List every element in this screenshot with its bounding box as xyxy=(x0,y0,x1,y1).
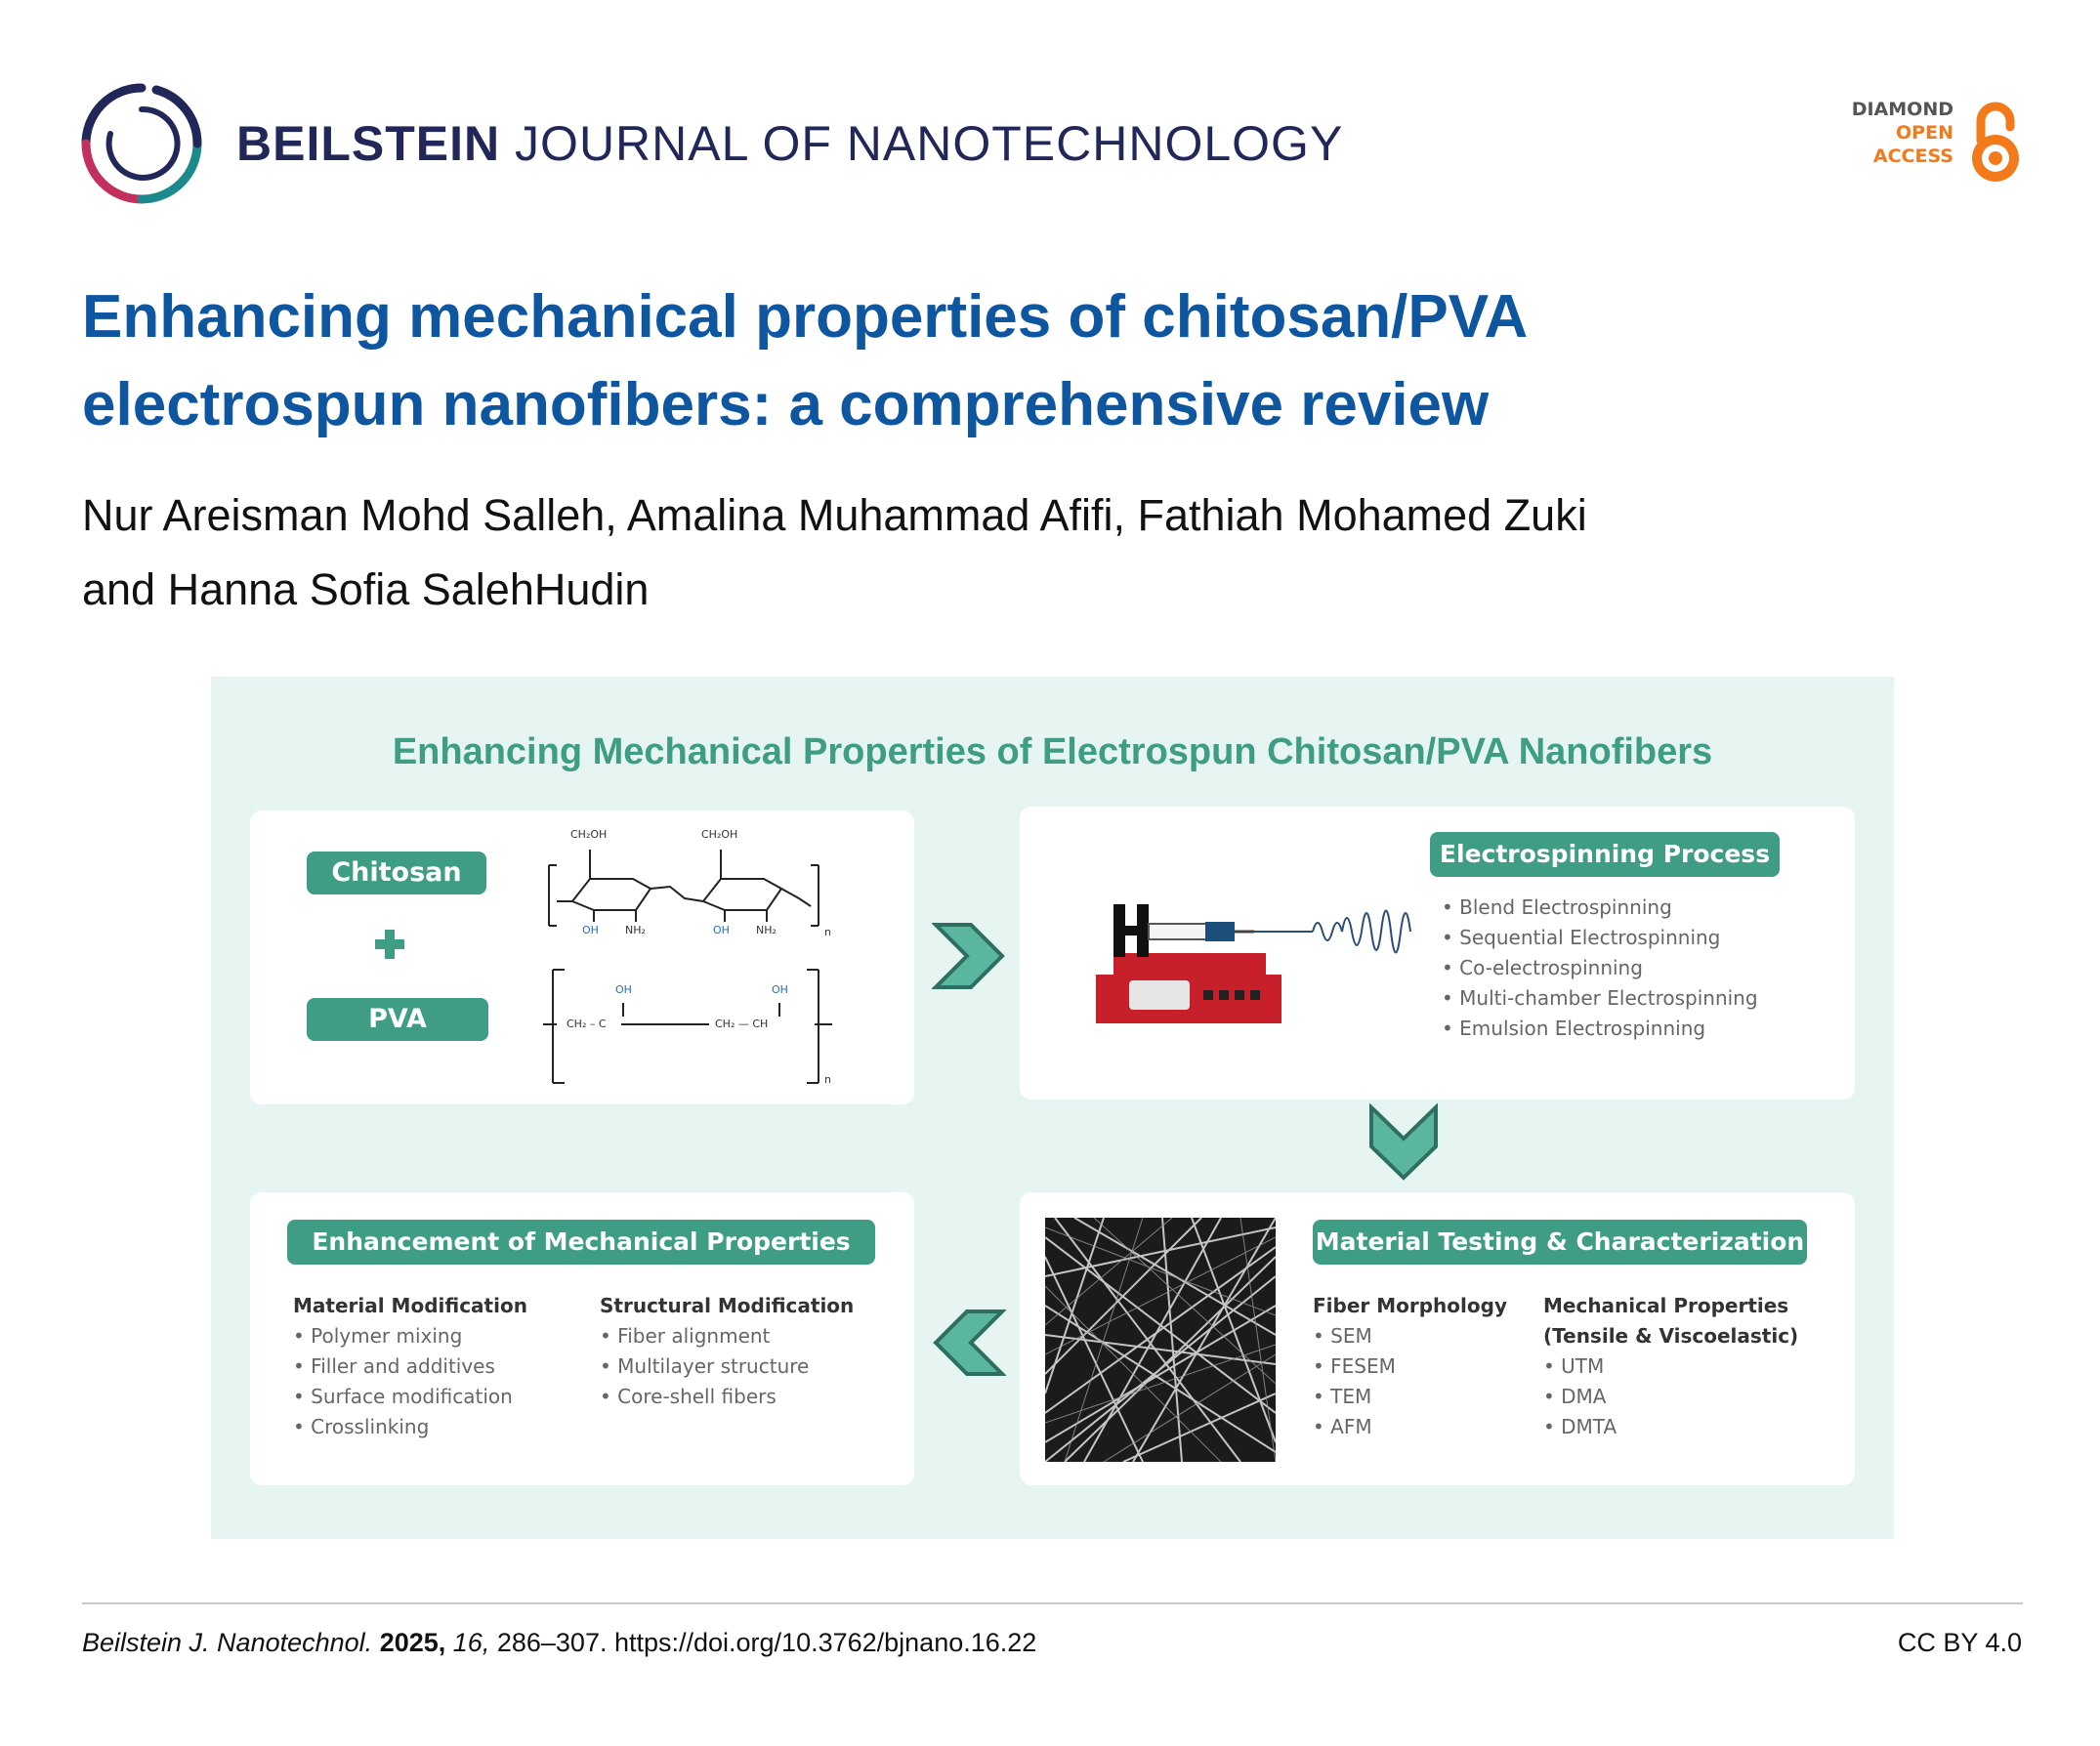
journal-name xyxy=(236,115,1343,172)
pva-oh-2: OH xyxy=(772,983,788,996)
citation-year: 2025, xyxy=(379,1628,446,1657)
chitosan-ch2oh-1: CH₂OH xyxy=(570,828,608,841)
chitosan-oh-2: OH xyxy=(713,924,730,936)
list-item: • Multilayer structure xyxy=(600,1354,810,1378)
enhancement-label: Enhancement of Mechanical Properties xyxy=(287,1220,875,1265)
plus-icon xyxy=(372,927,407,962)
fiber-morphology-heading: Fiber Morphology xyxy=(1313,1294,1507,1317)
electrospinning-panel xyxy=(1020,807,1855,1100)
list-item: • UTM xyxy=(1543,1354,1605,1378)
list-item: • Surface modification xyxy=(293,1385,513,1408)
list-item: • Co-electrospinning xyxy=(1442,956,1643,979)
list-item: • SEM xyxy=(1313,1324,1372,1348)
mechanical-properties-subheading: (Tensile & Viscoelastic) xyxy=(1543,1324,1799,1348)
mechanical-properties-heading: Mechanical Properties xyxy=(1543,1294,1789,1317)
list-item: • Blend Electrospinning xyxy=(1442,895,1672,919)
electrospinning-device-icon xyxy=(1059,885,1449,1031)
list-item: • Filler and additives xyxy=(293,1354,495,1378)
chitosan-oh-1: OH xyxy=(582,924,599,936)
chitosan-nh2-1: NH₂ xyxy=(625,924,646,936)
list-item: • Emulsion Electrospinning xyxy=(1442,1017,1706,1040)
license: CC BY 4.0 xyxy=(1897,1628,2022,1657)
citation-pages-doi[interactable]: 286–307. https://doi.org/10.3762/bjnano.16.22 xyxy=(496,1628,1037,1657)
list-item: • Multi-chamber Electrospinning xyxy=(1442,986,1758,1010)
list-item: • Polymer mixing xyxy=(293,1324,463,1348)
footer-divider xyxy=(82,1602,2023,1604)
list-item: • AFM xyxy=(1313,1415,1372,1438)
list-item: • TEM xyxy=(1313,1385,1372,1408)
list-item: • Fiber alignment xyxy=(600,1324,771,1348)
chitosan-label: Chitosan xyxy=(307,852,486,894)
oa-line-open: OPEN xyxy=(1896,122,1953,144)
pva-ch2-c: CH₂ – C xyxy=(567,1018,607,1030)
enhancement-panel xyxy=(250,1192,914,1485)
article-title-line-2: electrospun nanofibers: a comprehensive review xyxy=(82,371,1490,438)
pva-n: n xyxy=(824,1073,831,1086)
pva-label: PVA xyxy=(307,998,488,1041)
oa-line-access: ACCESS xyxy=(1872,146,1953,167)
list-item: • DMTA xyxy=(1543,1415,1617,1438)
article-title-line-1: Enhancing mechanical properties of chitosan/PVA xyxy=(82,283,1529,351)
authors-line-2: and Hanna Sofia SalehHudin xyxy=(82,564,650,614)
oa-line-diamond: DIAMOND xyxy=(1851,99,1953,120)
list-item: • Core-shell fibers xyxy=(600,1385,777,1408)
nanofiber-mesh-drawing xyxy=(1045,1218,1276,1462)
citation xyxy=(82,1628,1036,1658)
article-title xyxy=(82,273,1938,449)
graphical-abstract xyxy=(211,677,1894,1539)
list-item: • Crosslinking xyxy=(293,1415,430,1438)
structural-modification-heading: Structural Modification xyxy=(600,1294,855,1317)
list-item: • Sequential Electrospinning xyxy=(1442,926,1721,949)
list-item: • FESEM xyxy=(1313,1354,1396,1378)
journal-logo-icon xyxy=(78,80,205,207)
materials-panel xyxy=(250,811,914,1104)
chitosan-structure xyxy=(543,828,856,955)
journal-abbreviation: Beilstein J. Nanotechnol. xyxy=(82,1628,373,1657)
graphical-abstract-title: Enhancing Mechanical Properties of Electrospun Chitosan/PVA Nanofibers xyxy=(392,731,1713,772)
journal-brand: BEILSTEIN xyxy=(236,116,501,171)
material-testing-label: Material Testing & Characterization xyxy=(1313,1220,1807,1265)
citation-volume: 16, xyxy=(452,1628,490,1657)
chitosan-n: n xyxy=(824,926,831,938)
testing-panel xyxy=(1020,1192,1855,1485)
chitosan-nh2-2: NH₂ xyxy=(756,924,777,936)
open-access-lock-icon xyxy=(1967,98,2024,187)
article-authors xyxy=(82,478,1938,627)
pva-oh-1: OH xyxy=(615,983,632,996)
pva-ch2-ch: CH₂ — CH xyxy=(715,1018,769,1030)
electrospinning-process-label: Electrospinning Process xyxy=(1430,832,1780,877)
chevron-left-icon xyxy=(932,1308,1006,1378)
pva-structure xyxy=(543,964,856,1091)
chevron-right-icon xyxy=(932,921,1006,991)
diamond-open-access-badge xyxy=(1828,98,2024,195)
list-item: • DMA xyxy=(1543,1385,1607,1408)
chevron-down-icon xyxy=(1367,1103,1440,1182)
journal-name-rest: JOURNAL OF NANOTECHNOLOGY xyxy=(515,116,1344,171)
authors-line-1: Nur Areisman Mohd Salleh, Amalina Muhammad Afifi, Fathiah Mohamed Zuki xyxy=(82,490,1587,540)
chitosan-ch2oh-2: CH₂OH xyxy=(701,828,738,841)
material-modification-heading: Material Modification xyxy=(293,1294,527,1317)
nanofiber-sem-image xyxy=(1045,1218,1276,1462)
